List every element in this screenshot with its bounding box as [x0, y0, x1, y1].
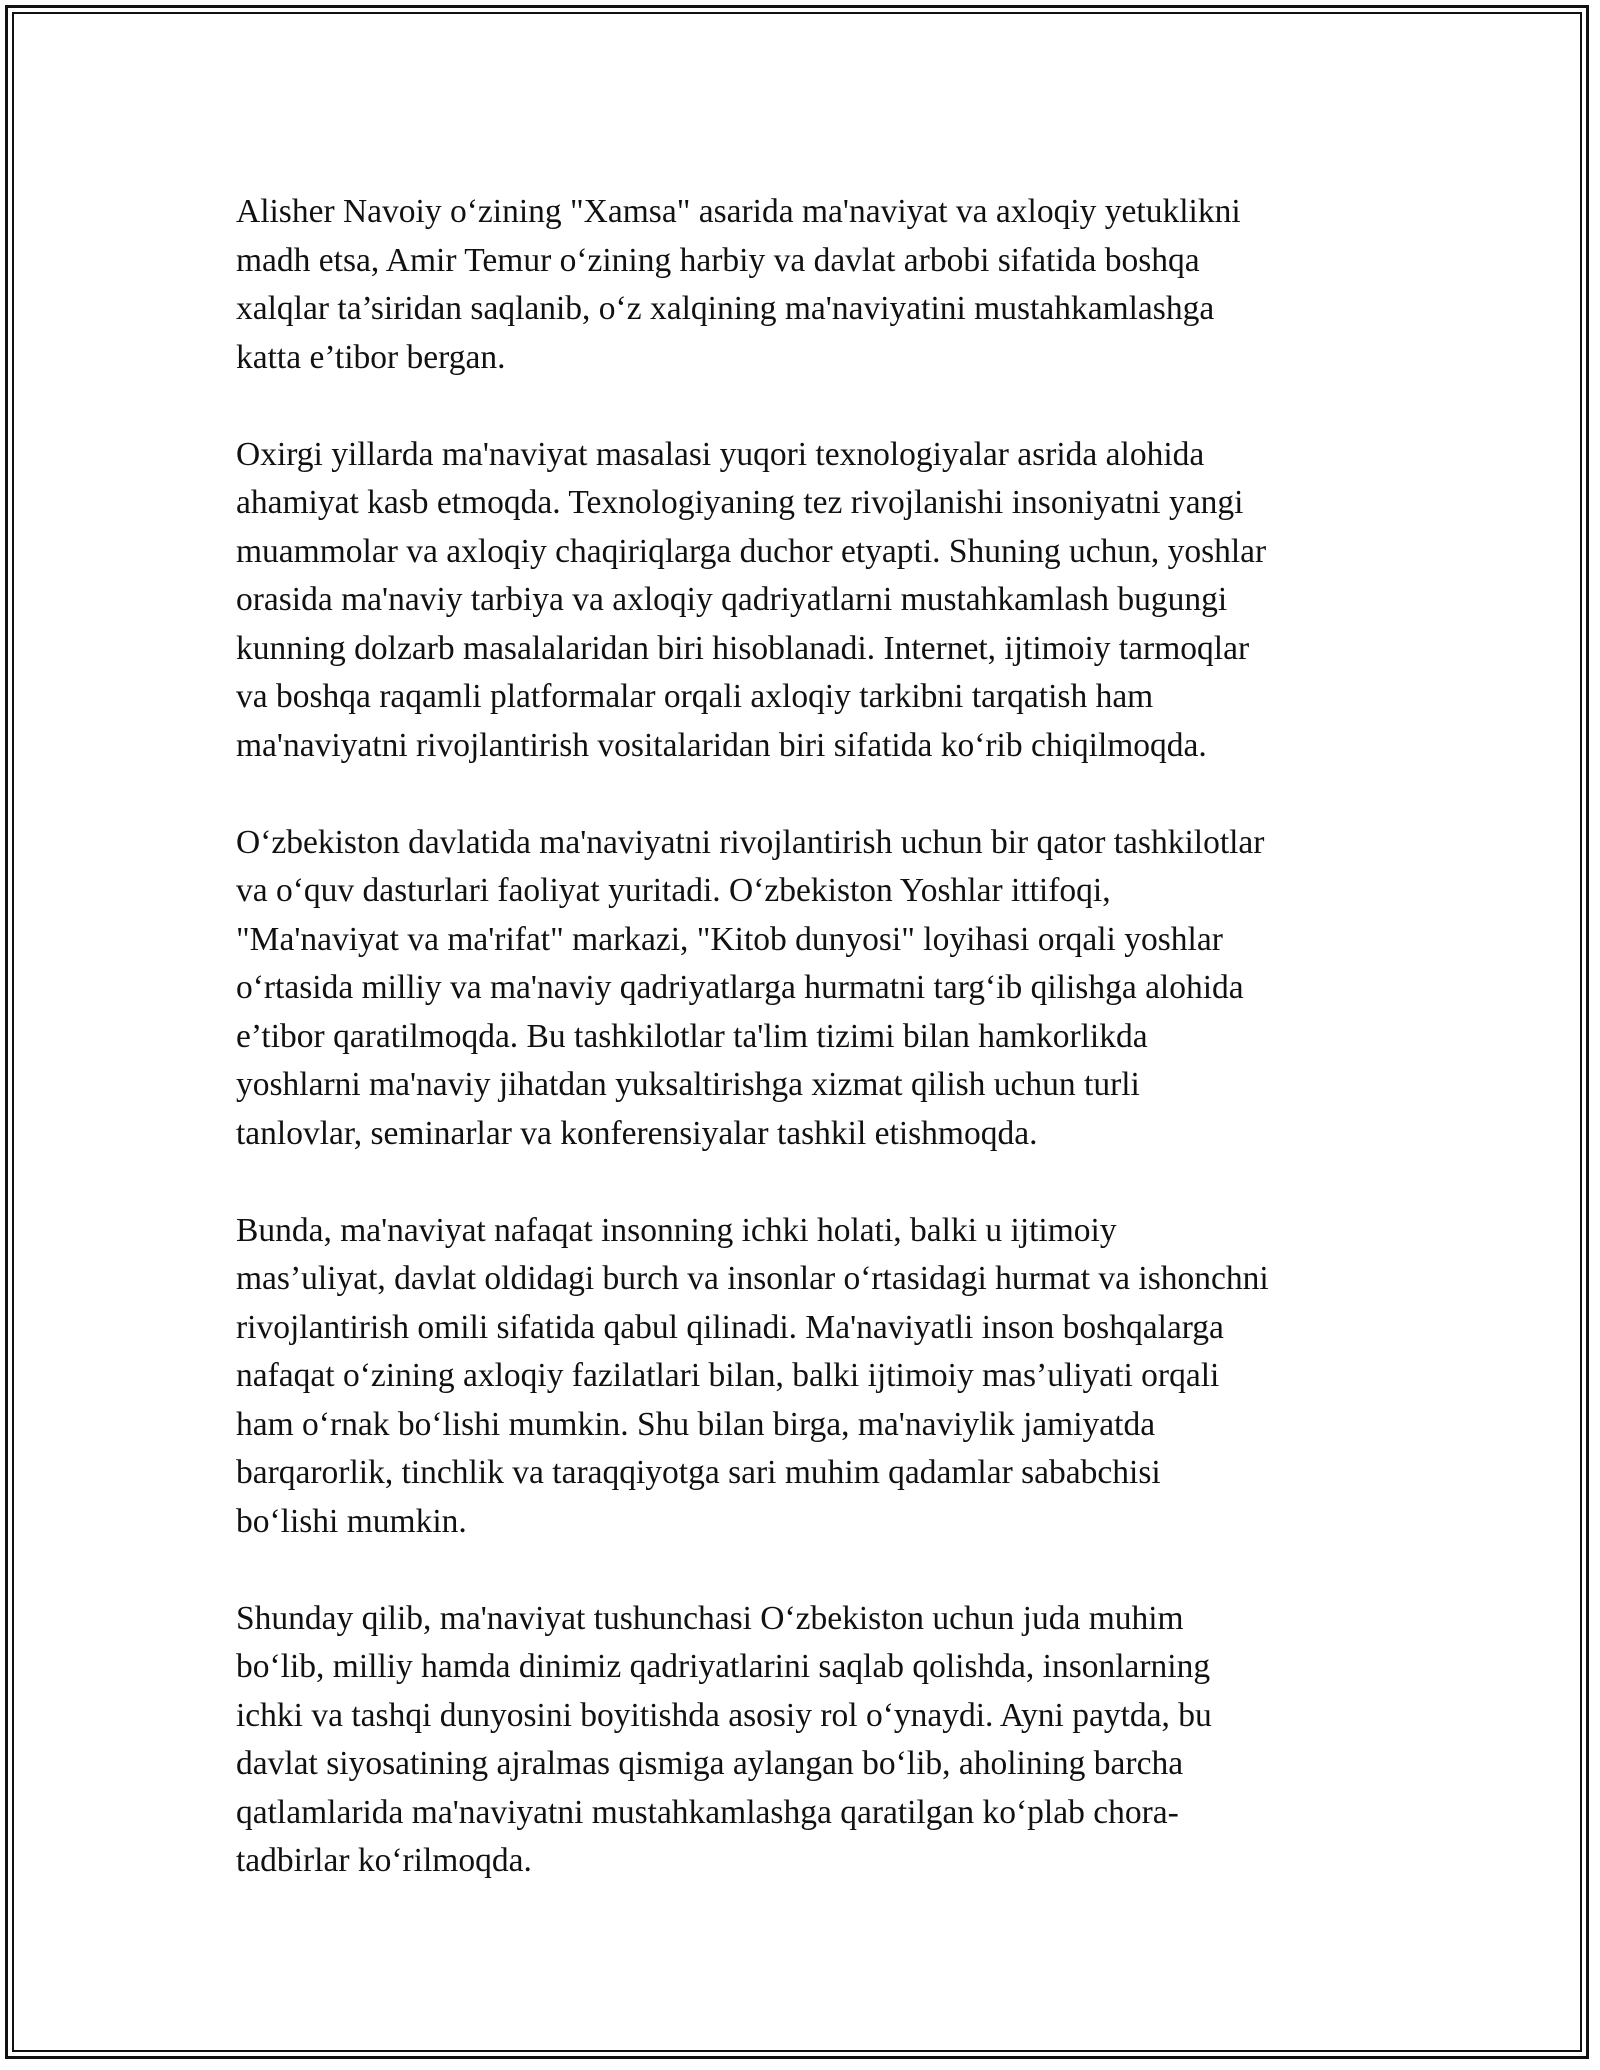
paragraph-5: Shunday qilib, ma'naviyat tushunchasi O‘zbekiston uchun juda muhim bo‘lib, milliy hamda dinimiz qadriyatlarini saqlab qolishda, insonlarning ichki va tashqi dunyosini boyitishda asosiy rol o‘ynaydi. Ayni paytda, bu davlat siyosatining ajralmas qismiga aylangan bo‘lib, aholining barcha qatlamlarida ma'naviyatni mustahkamlashga qaratilgan ko‘plab chora- tadbirlar ko‘rilmoqda. — [236, 1599, 1212, 1879]
paragraph-2: Oxirgi yillarda ma'naviyat masalasi yuqori texnologiyalar asrida alohida ahamiyat kasb etmoqda. Texnologiyaning tez rivojlanishi insoniyatni yangi muammolar va axloqiy chaqiriqlarga duchor etyapti. Shuning uchun, yoshlar orasida ma'naviy tarbiya va axloqiy qadriyatlarni mustahkamlash bugungi kunning dolzarb masalalaridan biri hisoblanadi. Internet, ijtimoiy tarmoqlar va boshqa raqamli platformalar orqali axloqiy tarkibni tarqatish ham ma'naviyatni rivojlantirish vositalaridan biri sifatida ko‘rib chiqilmoqda. — [236, 435, 1267, 764]
paragraph-4: Bunda, ma'naviyat nafaqat insonning ichki holati, balki u ijtimoiy mas’uliyat, davlat oldidagi burch va insonlar o‘rtasidagi hurmat va ishonchni rivojlantirish omili sifatida qabul qilinadi. Ma'naviyatli inson boshqalarga nafaqat o‘zining axloqiy fazilatlari bilan, balki ijtimoiy mas’uliyati orqali ham o‘rnak bo‘lishi mumkin. Shu bilan birga, ma'naviylik jamiyatda barqarorlik, tinchlik va taraqqiyotga sari muhim qadamlar sababchisi bo‘lishi mumkin. — [236, 1211, 1269, 1540]
paragraph-3: O‘zbekiston davlatida ma'naviyatni rivojlantirish uchun bir qator tashkilotlar va o‘quv dasturlari faoliyat yuritadi. O‘zbekiston Yoshlar ittifoqi, "Ma'naviyat va ma'rifat" markazi, "Kitob dunyosi" loyihasi orqali yoshlar o‘rtasida milliy va ma'naviy qadriyatlarga hurmatni targ‘ib qilishga alohida e’tibor qaratilmoqda. Bu tashkilotlar ta'lim tizimi bilan hamkorlikda yoshlarni ma'naviy jihatdan yuksaltirishga xizmat qilish uchun turli tanlovlar, seminarlar va konferensiyalar tashkil etishmoqda. — [236, 823, 1265, 1152]
document-body — [236, 188, 1371, 1886]
paragraph-1: Alisher Navoiy o‘zining "Xamsa" asarida ma'naviyat va axloqiy yetuklikni madh etsa, Amir Temur o‘zining harbiy va davlat arbobi sifatida boshqa xalqlar ta’siridan saqlanib, o‘z xalqining ma'naviyatini mustahkamlashga katta e’tibor bergan. — [236, 193, 1241, 376]
